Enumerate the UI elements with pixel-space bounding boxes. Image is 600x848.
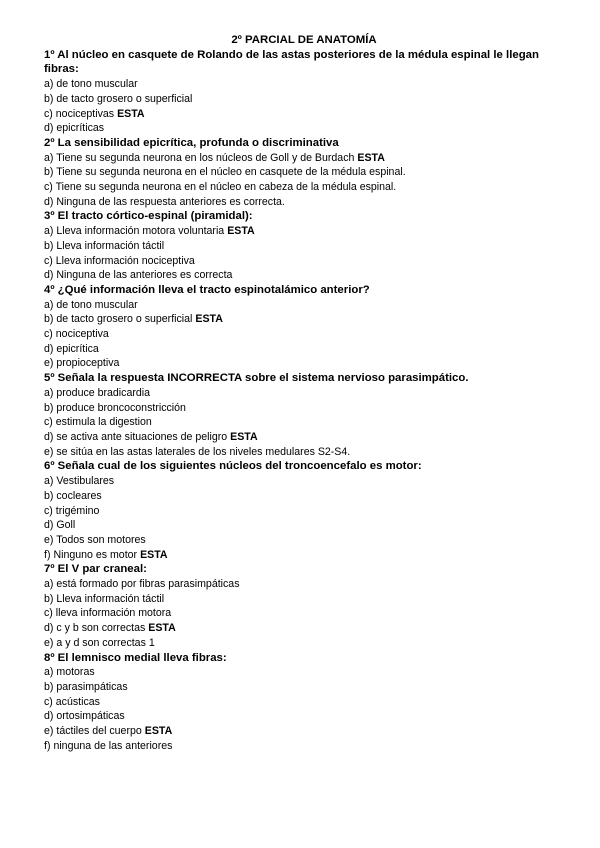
- option-letter: e): [44, 636, 54, 649]
- answer-option: [44, 680, 564, 695]
- option-letter: d): [44, 195, 54, 208]
- document-page: [44, 33, 564, 753]
- question-block: [44, 562, 564, 650]
- option-letter: a): [44, 298, 54, 311]
- option-letter: c): [44, 181, 53, 194]
- option-text: lleva información motora: [55, 607, 172, 620]
- option-text: está formado por fibras parasimpáticas: [56, 578, 240, 591]
- option-letter: a): [44, 78, 54, 91]
- option-text: Lleva información táctil: [56, 239, 165, 252]
- option-letter: e): [44, 445, 54, 458]
- option-text: Ninguna de las anteriores es correcta: [56, 269, 233, 282]
- correct-answer-mark: ESTA: [357, 151, 385, 164]
- answer-option: [44, 739, 564, 754]
- question-block: [44, 371, 564, 459]
- option-letter: b): [44, 166, 54, 179]
- answer-option: [44, 165, 564, 180]
- answer-option: [44, 224, 564, 239]
- option-text: Lleva información nociceptiva: [55, 254, 195, 267]
- option-letter: c): [44, 416, 53, 429]
- option-letter: a): [44, 666, 54, 679]
- option-text: Tiene su segunda neurona en el núcleo en cabeza de la médula espinal.: [55, 181, 397, 194]
- option-letter: a): [44, 386, 54, 399]
- option-letter: e): [44, 533, 54, 546]
- question-block: [44, 209, 564, 283]
- option-letter: d): [44, 122, 54, 135]
- answer-option: [44, 724, 564, 739]
- option-text: Tiene su segunda neurona en el núcleo en casquete de la médula espinal.: [56, 166, 406, 179]
- answer-option: [44, 298, 564, 313]
- option-letter: c): [44, 695, 53, 708]
- option-letter: e): [44, 357, 54, 370]
- correct-answer-mark: ESTA: [144, 725, 173, 738]
- option-text: produce broncoconstricción: [56, 401, 186, 414]
- option-text: trigémino: [55, 504, 100, 517]
- question-title: 7º El V par craneal:: [44, 563, 147, 576]
- answer-option: [44, 121, 564, 136]
- answer-option: [44, 180, 564, 195]
- answer-option: [44, 592, 564, 607]
- correct-answer-mark: ESTA: [227, 225, 255, 238]
- question-title: 6º Señala cual de los siguientes núcleos del troncoencefalo es motor:: [44, 460, 422, 473]
- question-title: 1º Al núcleo en casquete de Rolando de las astas posteriores de la médula espinal le llegan fibras:: [44, 48, 539, 76]
- option-letter: c): [44, 254, 53, 267]
- option-text: Ninguna de las respuesta anteriores es correcta.: [56, 195, 285, 208]
- answer-option: [44, 151, 564, 166]
- option-text: ninguna de las anteriores: [53, 739, 173, 752]
- question-list: [44, 48, 564, 754]
- answer-option: [44, 621, 564, 636]
- option-letter: d): [44, 269, 54, 282]
- option-letter: b): [44, 489, 54, 502]
- answer-option: [44, 577, 564, 592]
- option-letter: a): [44, 475, 54, 488]
- question-block: [44, 283, 564, 371]
- option-text: cocleares: [56, 489, 102, 502]
- option-text: produce bradicardia: [56, 386, 151, 399]
- question-block: [44, 136, 564, 210]
- option-text: c y b son correctas: [56, 622, 146, 635]
- option-letter: b): [44, 592, 54, 605]
- question-title: 5º Señala la respuesta INCORRECTA sobre el sistema nervioso parasimpático.: [44, 372, 469, 385]
- option-text: de tacto grosero o superficial: [56, 313, 193, 326]
- option-text: propioceptiva: [56, 357, 120, 370]
- answer-option: [44, 445, 564, 460]
- answer-option: [44, 327, 564, 342]
- option-text: motoras: [56, 666, 95, 679]
- answer-option: [44, 386, 564, 401]
- option-letter: f): [44, 739, 51, 752]
- question-block: [44, 651, 564, 754]
- answer-option: [44, 636, 564, 651]
- correct-answer-mark: ESTA: [230, 430, 258, 443]
- option-text: nociceptivas: [55, 107, 115, 120]
- option-text: se sitúa en las astas laterales de los niveles medulares S2-S4.: [56, 445, 351, 458]
- option-text: a y d son correctas 1: [56, 636, 155, 649]
- answer-option: [44, 312, 564, 327]
- option-letter: c): [44, 107, 53, 120]
- answer-option: [44, 342, 564, 357]
- option-letter: a): [44, 151, 54, 164]
- answer-option: [44, 92, 564, 107]
- option-text: de tono muscular: [56, 298, 138, 311]
- option-letter: a): [44, 225, 54, 238]
- answer-option: [44, 107, 564, 122]
- option-letter: b): [44, 401, 54, 414]
- question-title: 8º El lemnisco medial lleva fibras:: [44, 651, 227, 664]
- option-letter: d): [44, 430, 54, 443]
- option-text: ortosimpáticas: [56, 710, 125, 723]
- option-letter: c): [44, 504, 53, 517]
- option-text: acústicas: [55, 695, 100, 708]
- answer-option: [44, 518, 564, 533]
- correct-answer-mark: ESTA: [140, 548, 168, 561]
- option-letter: b): [44, 92, 54, 105]
- answer-option: [44, 665, 564, 680]
- question-title: 2º La sensibilidad epicrítica, profunda o discriminativa: [44, 136, 339, 149]
- answer-option: [44, 548, 564, 563]
- question-title: 3º El tracto córtico-espinal (piramidal):: [44, 210, 253, 223]
- question-title: 4º ¿Qué información lleva el tracto espinotalámico anterior?: [44, 283, 370, 296]
- answer-option: [44, 430, 564, 445]
- option-text: epicríticas: [56, 122, 105, 135]
- option-letter: b): [44, 239, 54, 252]
- answer-option: [44, 239, 564, 254]
- option-text: Lleva información motora voluntaria: [56, 225, 225, 238]
- answer-option: [44, 268, 564, 283]
- answer-option: [44, 695, 564, 710]
- option-letter: b): [44, 313, 54, 326]
- question-block: [44, 459, 564, 562]
- answer-option: [44, 195, 564, 210]
- answer-option: [44, 401, 564, 416]
- correct-answer-mark: ESTA: [195, 313, 223, 326]
- correct-answer-mark: ESTA: [148, 622, 176, 635]
- option-letter: d): [44, 519, 54, 532]
- answer-option: [44, 504, 564, 519]
- option-text: táctiles del cuerpo: [56, 725, 142, 738]
- answer-option: [44, 474, 564, 489]
- answer-option: [44, 489, 564, 504]
- option-text: Todos son motores: [56, 533, 146, 546]
- option-letter: c): [44, 607, 53, 620]
- option-text: nociceptiva: [55, 328, 109, 341]
- option-letter: d): [44, 622, 54, 635]
- answer-option: [44, 606, 564, 621]
- answer-option: [44, 356, 564, 371]
- answer-option: [44, 415, 564, 430]
- option-letter: f): [44, 548, 51, 561]
- option-text: Ninguno es motor: [53, 548, 138, 561]
- option-text: se activa ante situaciones de peligro: [56, 430, 228, 443]
- option-text: Lleva información táctil: [56, 592, 165, 605]
- option-letter: d): [44, 342, 54, 355]
- option-text: Goll: [56, 519, 76, 532]
- answer-option: [44, 254, 564, 269]
- correct-answer-mark: ESTA: [117, 107, 145, 120]
- answer-option: [44, 533, 564, 548]
- option-letter: c): [44, 328, 53, 341]
- answer-option: [44, 77, 564, 92]
- answer-option: [44, 709, 564, 724]
- option-text: Tiene su segunda neurona en los núcleos de Goll y de Burdach: [56, 151, 355, 164]
- option-text: Vestibulares: [56, 475, 115, 488]
- option-letter: b): [44, 680, 54, 693]
- question-block: [44, 48, 564, 136]
- document-title: 2º PARCIAL DE ANATOMÍA: [231, 34, 377, 46]
- option-letter: e): [44, 725, 54, 738]
- option-letter: d): [44, 710, 54, 723]
- option-text: epicrítica: [56, 342, 99, 355]
- option-text: parasimpáticas: [56, 680, 128, 693]
- option-text: de tacto grosero o superficial: [56, 92, 193, 105]
- option-letter: a): [44, 578, 54, 591]
- option-text: de tono muscular: [56, 78, 138, 91]
- option-text: estimula la digestion: [55, 416, 152, 429]
